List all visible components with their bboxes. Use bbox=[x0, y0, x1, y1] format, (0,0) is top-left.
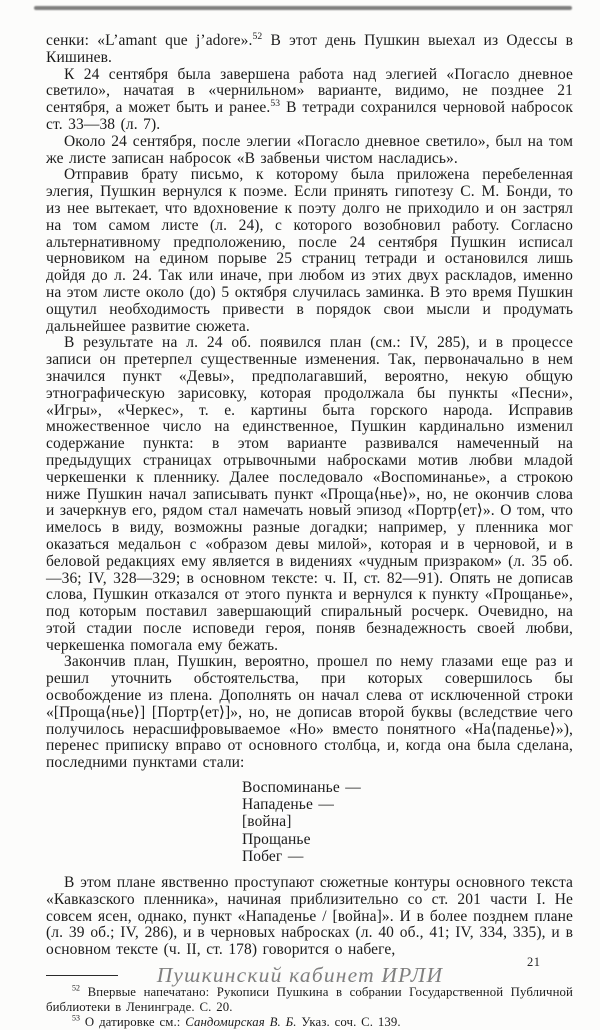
paragraph: В этом плане явственно проступают сюжетные контуры основного текста «Кавказского пленника», начиная приблизительно со ст. 201 части I. Не совсем ясен, однако, пункт «Нападенье / [война]». И в более позднем плане (л. 39 об.; IV, 286), и в черновых набросках (л. 40 об., 41; IV, 334, 335), и в основном тексте (ч. II, ст. 178) говорится о набеге, bbox=[46, 874, 573, 959]
body-paragraphs bbox=[46, 30, 573, 772]
footnote-marker: 53 bbox=[72, 1013, 81, 1023]
paragraph: сенки: «L’amant que j’adore».$^{52}$ В этот день Пушкин выехал из Одессы в Кишинев. bbox=[46, 30, 573, 66]
footnote-items bbox=[46, 985, 573, 1030]
footnote-ref: 53 bbox=[270, 98, 281, 110]
paragraph: В результате на л. 24 об. появился план (см.: IV, 285), и в процессе записи он претерпел существенные изменения. Так, первоначально в нем значился пункт «Девы», предполагавший, вероятно, некую общую этнографическую зарисовку, которая продолжала бы пункты «Песни», «Игры», «Черкес», т. е. картины быта горского народа. Исправив множественное число на единственное, Пушкин кардинально изменил содержание пункта: в этом варианте развивался намеченный на предыдущих страницах отрывочными набросками мотив любви младой черкешенки к пленнику. Далее последовало «Воспоминанье», а строкою ниже Пушкин начал записывать пункт «Проща⟨нье⟩», но, не окончив слова и зачеркнув его, рядом стал намечать новый эпизод «Портр⟨ет⟩». О том, что имелось в виду, возможны разные догадки; например, у пленника мог оказаться медальон с «образом девы милой», которая и в черновой, и в беловой редакциях ему является в видениях «чудным призраком» (л. 35 об.—36; IV, 328—329; в основном тексте: ч. II, ст. 82—91). Опять не дописав слова, Пушкин отказался от этого пункта и вернулся к пункту «Прощанье», под которым поставил завершающий спиральный росчерк. Очевидно, на этой стадии после исповеди героя, поняв безнадежность своей любви, черкешенка помогала ему бежать. bbox=[46, 334, 573, 654]
footnote: $^{53}$ О датировке см.: Сандомирская В. Б. Указ. соч. С. 139. bbox=[72, 1013, 401, 1029]
scan-edge-artifact bbox=[34, 6, 572, 10]
paragraph: Отправив брату письмо, к которому была приложена перебеленная элегия, Пушкин вернулся к поэме. Если принять гипотезу С. М. Бонди, то из нее вытекает, что вдохновение к поэту долго не приходило и он застрял на том самом листе (л. 24), с которого возобновил работу. Согласно альтернативному предположению, после 24 сентября Пушкин исписал черновиком на едином порыве 25 страниц тетради и остановился лишь дойдя до л. 24. Так или иначе, при любом из этих двух раскладов, именно на этом листе около (до) 5 октября случилась заминка. В это время Пушкин ощутил необходимость привести в порядок свои мысли и продумать дальнейшее развитие сюжета. bbox=[46, 166, 573, 335]
paragraph: Около 24 сентября, после элегии «Погасло дневное светило», был на том же листе записан набросок «В забвеньи чистом насладись». bbox=[46, 132, 573, 167]
footnote: $^{52}$ Впервые напечатано: Рукописи Пушкина в собрании Государственной Публичной библиотеки в Ленинграде. С. 20. bbox=[46, 983, 573, 1014]
page-body bbox=[46, 30, 573, 1030]
plan-item: [война] bbox=[242, 813, 292, 831]
plan-item: Воспоминанье — bbox=[242, 779, 361, 797]
closing-paragraphs bbox=[46, 875, 573, 959]
footnote-ref: 52 bbox=[252, 30, 263, 42]
page-number: 21 bbox=[527, 955, 541, 969]
footnote-marker: 52 bbox=[72, 983, 81, 993]
library-watermark: Пушкинский кабинет ИРЛИ bbox=[156, 963, 444, 987]
paragraph: К 24 сентября была завершена работа над элегией «Погасло дневное светило», начатая в «чернильном» варианте, видимо, не позднее 21 сентября, а может быть и ранее.$^{53}$ В тетради сохранился черновой набросок ст. 33—38 (л. 7). bbox=[46, 65, 573, 133]
paragraph: Закончив план, Пушкин, вероятно, прошел по нему глазами еще раз и решил уточнить обстоятельства, при которых совершилось бы освобождение из плена. Дополнять он начал слева от исключенной строки «[Проща⟨нье⟩] [Портр⟨ет⟩]», но, не дописав второй буквы (вследствие чего получилось нерасшифровываемое «Но» вместо понятного «На⟨паденье⟩»), перенес приписку вправо от основного столбца, и, когда она была сделана, последними пунктами стали: bbox=[46, 653, 573, 772]
plan-item: Побег — bbox=[242, 847, 304, 865]
plan-item: Прощанье bbox=[242, 830, 311, 848]
plan-item: Нападенье — bbox=[242, 796, 335, 814]
plan-list bbox=[242, 779, 573, 865]
